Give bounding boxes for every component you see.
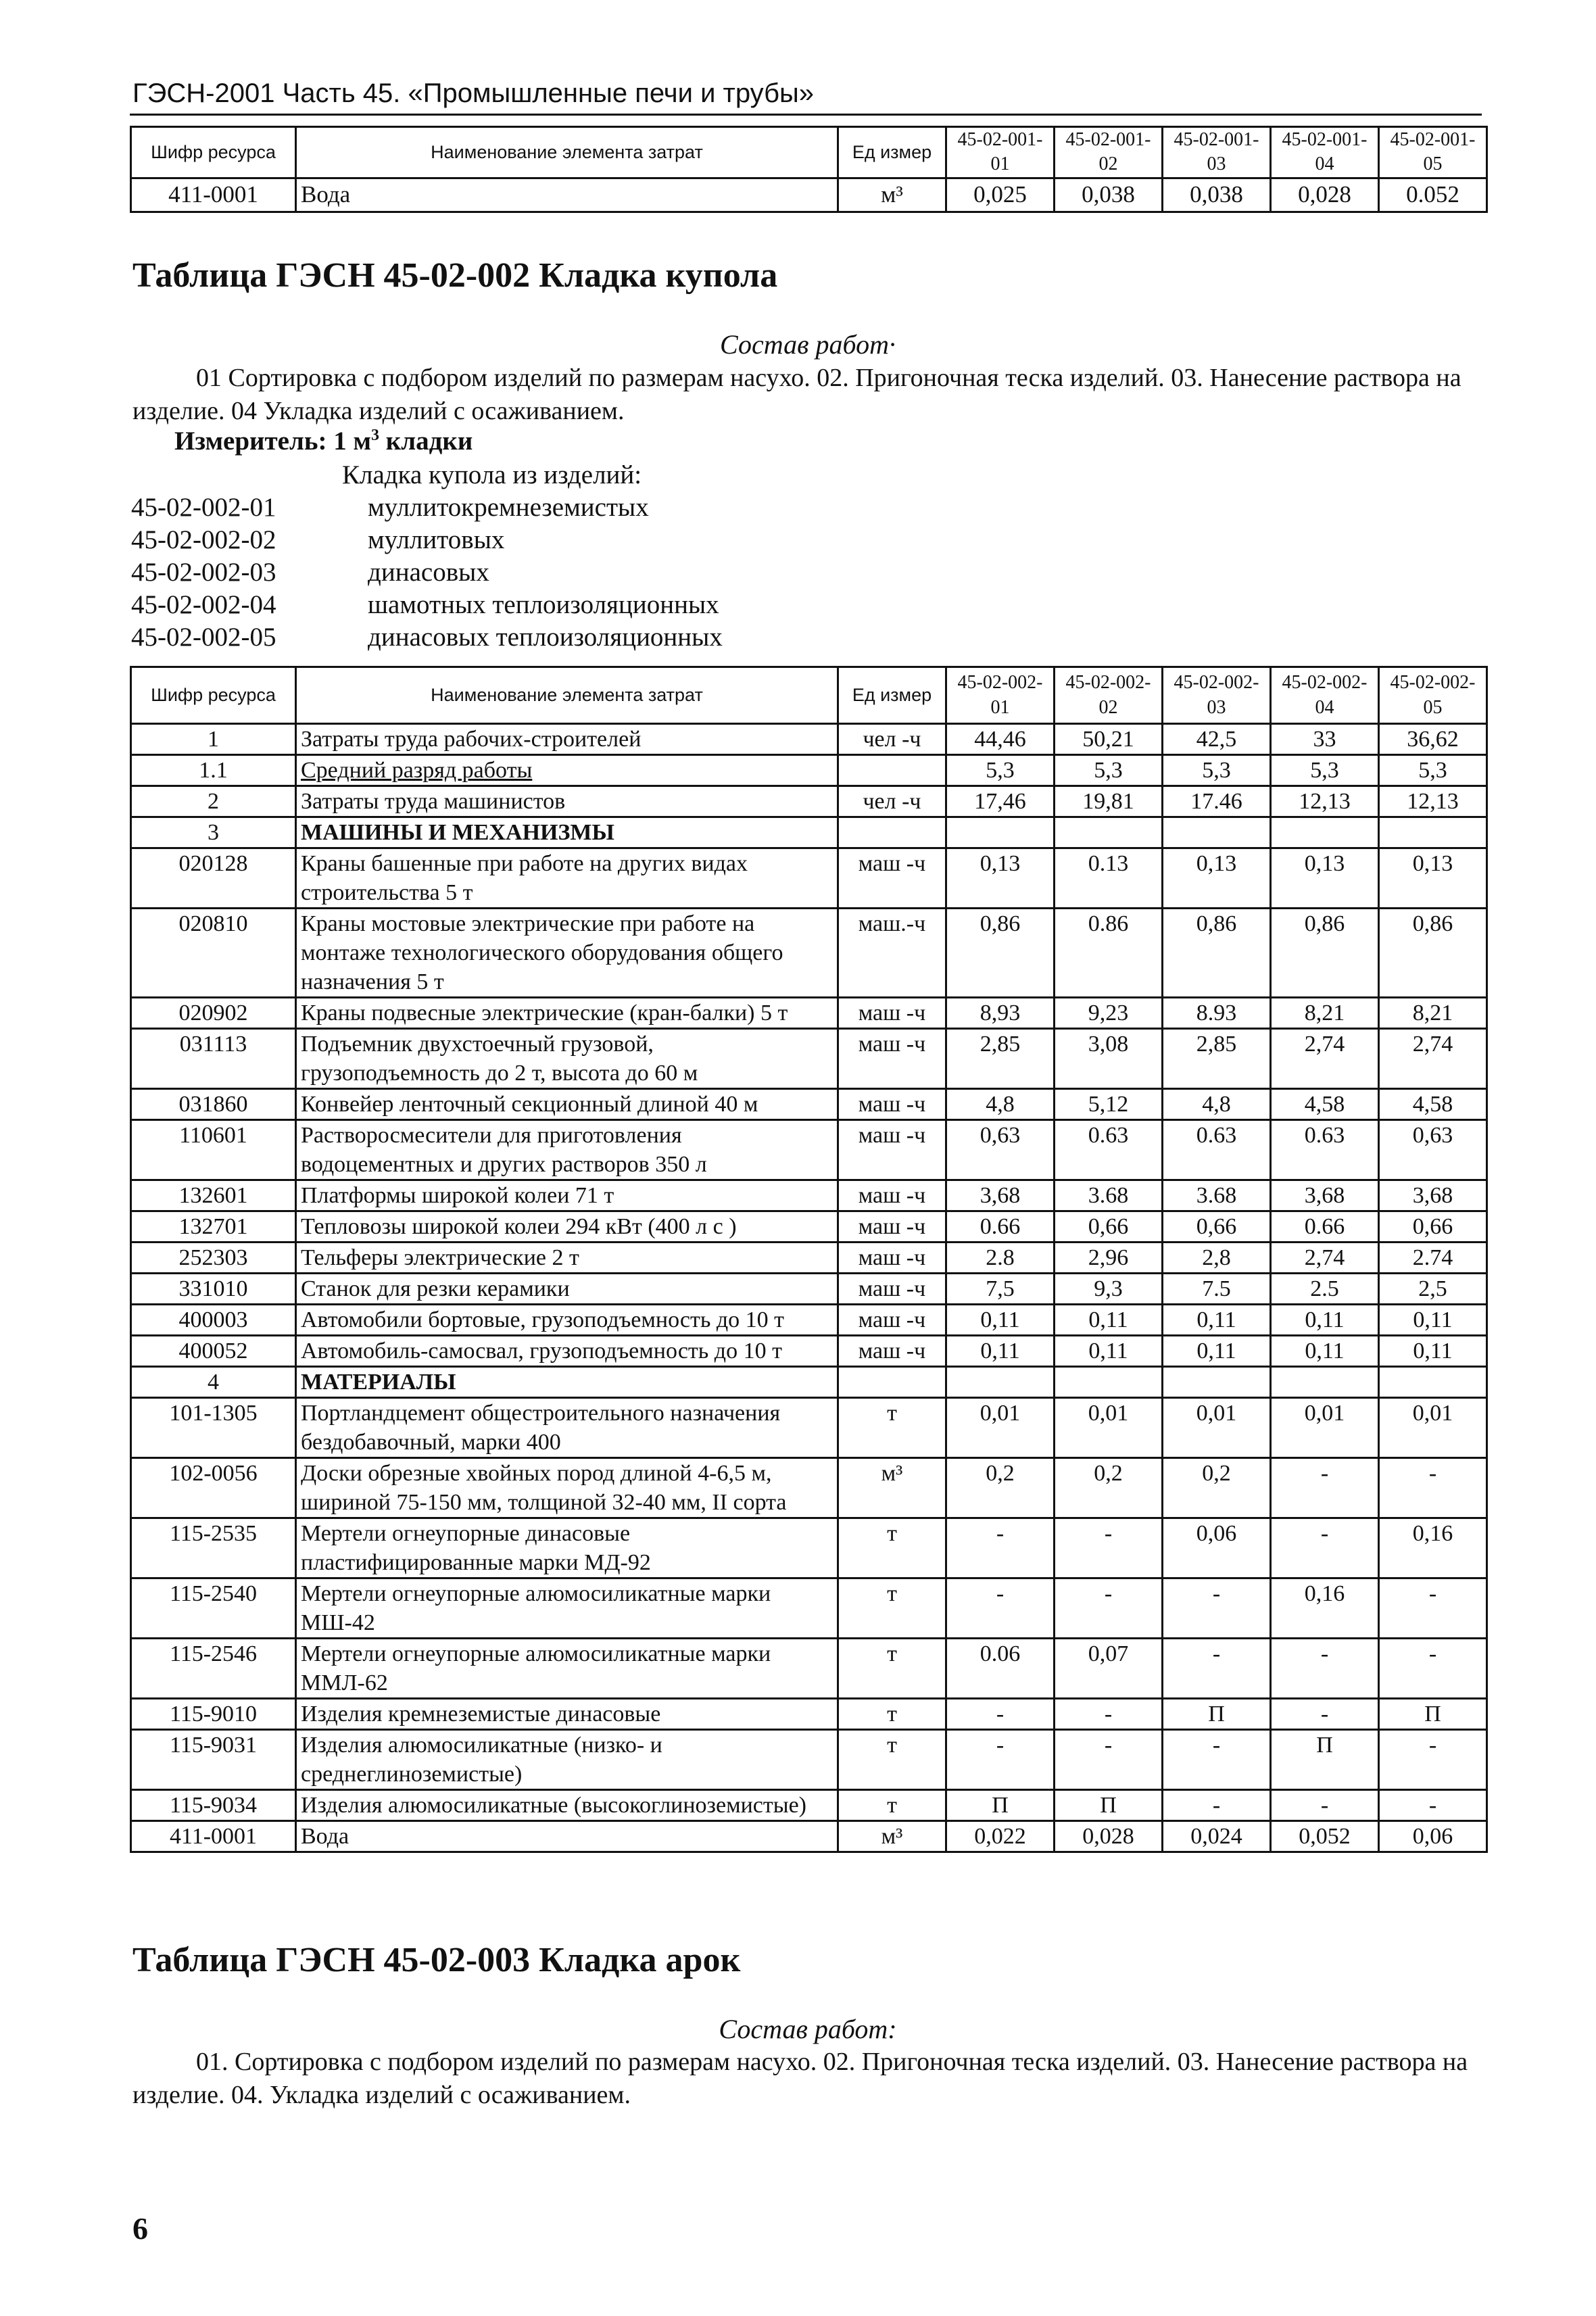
value-cell: 2,74	[1271, 1243, 1379, 1274]
resource-name: Автомобили бортовые, грузоподъемность до 10 т	[296, 1305, 838, 1336]
value-cell: П	[1055, 1790, 1163, 1821]
table-row	[131, 1029, 1487, 1089]
value-cell: 5,3	[1271, 755, 1379, 786]
resource-unit: маш -ч	[838, 1029, 946, 1089]
variants-intro: Кладка купола из изделий:	[342, 460, 642, 489]
resource-name: Мертели огнеупорные алюмосиликатные марки ММЛ-62	[296, 1639, 838, 1699]
value-cell: 0.06	[946, 1639, 1055, 1699]
value-cell: 0.86	[1055, 909, 1163, 998]
value-cell: -	[1379, 1458, 1487, 1518]
resource-name: Подъемник двухстоечный грузовой, грузоподъемность до 2 т, высота до 60 м	[296, 1029, 838, 1089]
table-row	[131, 909, 1487, 998]
value-cell: 0,022	[946, 1821, 1055, 1852]
table-row	[131, 848, 1487, 909]
resource-code: 020128	[131, 848, 296, 909]
resource-code: 132701	[131, 1211, 296, 1243]
value-cell: -	[1379, 1730, 1487, 1790]
resource-code: 115-9031	[131, 1730, 296, 1790]
resource-unit	[838, 755, 946, 786]
value-cell: 0,07	[1055, 1639, 1163, 1699]
table-row	[131, 1398, 1487, 1458]
header-variant: 45-02-001-03	[1163, 127, 1271, 178]
resource-code: 115-9010	[131, 1699, 296, 1730]
value-cell: -	[1379, 1639, 1487, 1699]
resource-name: Конвейер ленточный секционный длиной 40 м	[296, 1089, 838, 1120]
table-row	[131, 755, 1487, 786]
resource-unit: маш -ч	[838, 1120, 946, 1180]
value-cell: 9,3	[1055, 1274, 1163, 1305]
header-variant: 45-02-002-02	[1055, 667, 1163, 724]
value-cell: 0.63	[1055, 1120, 1163, 1180]
value-cell: 0,11	[1379, 1336, 1487, 1367]
header-name: Наименование элемента затрат	[296, 127, 838, 178]
value-cell: 0,63	[1379, 1120, 1487, 1180]
resource-name: Краны башенные при работе на других видах строительства 5 т	[296, 848, 838, 909]
resource-unit: маш.-ч	[838, 909, 946, 998]
table-row	[131, 1336, 1487, 1367]
value-cell: 4,58	[1271, 1089, 1379, 1120]
resource-name: Затраты труда машинистов	[296, 786, 838, 817]
table-row	[131, 1699, 1487, 1730]
value-cell: 4,58	[1379, 1089, 1487, 1120]
resource-name: Краны мостовые электрические при работе на монтаже технологического оборудования общего назначения 5 т	[296, 909, 838, 998]
value-cell	[1379, 817, 1487, 848]
value-cell: 2.8	[946, 1243, 1055, 1274]
value-cell: 0,13	[1271, 848, 1379, 909]
table-row	[131, 786, 1487, 817]
value-cell: 0,01	[1379, 1398, 1487, 1458]
header-unit: Ед измер	[838, 127, 946, 178]
value-cell	[946, 817, 1055, 848]
resource-name: Платформы широкой колеи 71 т	[296, 1180, 838, 1211]
measure-unit: Измеритель: 1 $м^3$ кладки	[174, 427, 473, 456]
value-cell: 3,08	[1055, 1029, 1163, 1089]
value-cell: 2,85	[1163, 1029, 1271, 1089]
value-cell: 0,13	[1163, 848, 1271, 909]
resource-name: Станок для резки керамики	[296, 1274, 838, 1305]
resource-name: Средний разряд работы	[296, 755, 838, 786]
resource-name: Затраты труда рабочих-строителей	[296, 724, 838, 755]
value-cell	[1271, 817, 1379, 848]
resource-code: 3	[131, 817, 296, 848]
resource-unit: маш -ч	[838, 1089, 946, 1120]
header-unit: Ед измер	[838, 667, 946, 724]
resource-code: 411-0001	[131, 178, 296, 212]
table-row	[131, 1639, 1487, 1699]
resource-code: 020902	[131, 998, 296, 1029]
table-row	[131, 1274, 1487, 1305]
value-cell: П	[1379, 1699, 1487, 1730]
section-title-003: Таблица ГЭСН 45-02-003 Кладка арок	[132, 1941, 741, 1979]
value-cell: 2.5	[1271, 1274, 1379, 1305]
value-cell: 3,68	[946, 1180, 1055, 1211]
value-cell: 8.93	[1163, 998, 1271, 1029]
table-row	[131, 1305, 1487, 1336]
value-cell: 42,5	[1163, 724, 1271, 755]
value-cell: 0,11	[1163, 1305, 1271, 1336]
value-cell: 8,21	[1271, 998, 1379, 1029]
value-cell: 12,13	[1271, 786, 1379, 817]
resource-unit: маш -ч	[838, 998, 946, 1029]
resource-code: 400003	[131, 1305, 296, 1336]
table-row	[131, 1367, 1487, 1398]
resource-code: 132601	[131, 1180, 296, 1211]
value-cell: 5,12	[1055, 1089, 1163, 1120]
resource-unit: т	[838, 1398, 946, 1458]
value-cell: 8,93	[946, 998, 1055, 1029]
measure-label: Измеритель:	[174, 427, 327, 456]
resource-code: 2	[131, 786, 296, 817]
work-composition-text: 01 Сортировка с подбором изделий по размерам насухо. 02. Пригоночная теска изделий. 03. Нанесение раствора на изделие. 04 Укладка изделий с осаживанием.	[132, 364, 1461, 425]
resource-unit: чел -ч	[838, 724, 946, 755]
table-row	[131, 1180, 1487, 1211]
value-cell: 0,06	[1163, 1518, 1271, 1578]
resource-code: 020810	[131, 909, 296, 998]
value-cell: 0,16	[1379, 1518, 1487, 1578]
value-cell: 0,16	[1271, 1578, 1379, 1639]
value-cell: 3,68	[1379, 1180, 1487, 1211]
table-row	[131, 1821, 1487, 1852]
value-cell: 4,8	[1163, 1089, 1271, 1120]
header-variant: 45-02-001-04	[1271, 127, 1379, 178]
value-cell: 0,66	[1379, 1211, 1487, 1243]
resource-name: Вода	[296, 1821, 838, 1852]
value-cell: 4,8	[946, 1089, 1055, 1120]
value-cell: 0.63	[1163, 1120, 1271, 1180]
section-title-002: Таблица ГЭСН 45-02-002 Кладка купола	[132, 256, 778, 295]
value-cell: 8,21	[1379, 998, 1487, 1029]
resource-name: Растворосмесители для приготовления водоцементных и других растворов 350 л	[296, 1120, 838, 1180]
table-row	[131, 1211, 1487, 1243]
value-cell	[1055, 1367, 1163, 1398]
value-cell: 3.68	[1055, 1180, 1163, 1211]
header-variant: 45-02-002-04	[1271, 667, 1379, 724]
value-cell: 0.66	[946, 1211, 1055, 1243]
resource-code: 400052	[131, 1336, 296, 1367]
resource-code: 411-0001	[131, 1821, 296, 1852]
resource-unit: маш -ч	[838, 1180, 946, 1211]
value-cell: -	[1271, 1518, 1379, 1578]
value-cell: П	[946, 1790, 1055, 1821]
previous-table	[130, 126, 1488, 213]
resource-code: 031113	[131, 1029, 296, 1089]
table-row	[131, 724, 1487, 755]
header-variant: 45-02-002-01	[946, 667, 1055, 724]
resource-unit: т	[838, 1790, 946, 1821]
value-cell: 0,86	[1379, 909, 1487, 998]
resource-unit: маш -ч	[838, 1243, 946, 1274]
resource-name: Изделия алюмосиликатные (высокоглиноземистые)	[296, 1790, 838, 1821]
value-cell: -	[1271, 1699, 1379, 1730]
value-cell: 0,038	[1055, 178, 1163, 212]
value-cell: -	[1163, 1790, 1271, 1821]
resource-name: Изделия кремнеземистые динасовые	[296, 1699, 838, 1730]
value-cell: 2,74	[1271, 1029, 1379, 1089]
value-cell: -	[1271, 1790, 1379, 1821]
resource-name: Портландцемент общестроительного назначения бездобавочный, марки 400	[296, 1398, 838, 1458]
value-cell: 0,11	[946, 1336, 1055, 1367]
resource-unit: маш -ч	[838, 1336, 946, 1367]
value-cell: 7.5	[1163, 1274, 1271, 1305]
resource-name: МАТЕРИАЛЫ	[296, 1367, 838, 1398]
value-cell: -	[1271, 1458, 1379, 1518]
resource-code: 115-9034	[131, 1790, 296, 1821]
page-number: 6	[132, 2211, 148, 2246]
value-cell: 3.68	[1163, 1180, 1271, 1211]
resource-code: 115-2546	[131, 1639, 296, 1699]
value-cell: П	[1271, 1730, 1379, 1790]
resource-unit: м³	[838, 178, 946, 212]
header-name: Наименование элемента затрат	[296, 667, 838, 724]
value-cell: 3,68	[1271, 1180, 1379, 1211]
value-cell: 5,3	[1163, 755, 1271, 786]
value-cell	[1379, 1367, 1487, 1398]
value-cell: 5,3	[946, 755, 1055, 786]
resource-unit: т	[838, 1639, 946, 1699]
resource-code: 331010	[131, 1274, 296, 1305]
value-cell: 0,038	[1163, 178, 1271, 212]
value-cell: -	[1163, 1578, 1271, 1639]
resource-unit	[838, 817, 946, 848]
value-cell: -	[946, 1578, 1055, 1639]
table-row	[131, 1458, 1487, 1518]
value-cell: -	[1379, 1790, 1487, 1821]
table-row	[131, 1518, 1487, 1578]
resource-code: 115-2535	[131, 1518, 296, 1578]
resource-unit: т	[838, 1578, 946, 1639]
value-cell: -	[1055, 1578, 1163, 1639]
value-cell: 36,62	[1379, 724, 1487, 755]
value-cell: 2,8	[1163, 1243, 1271, 1274]
value-cell: 33	[1271, 724, 1379, 755]
resource-name: Мертели огнеупорные алюмосиликатные марки МШ-42	[296, 1578, 838, 1639]
value-cell	[1163, 817, 1271, 848]
value-cell: 0,13	[946, 848, 1055, 909]
value-cell: 0,2	[946, 1458, 1055, 1518]
table-row	[131, 1243, 1487, 1274]
value-cell: 12,13	[1379, 786, 1487, 817]
header-code: Шифр ресурса	[131, 127, 296, 178]
value-cell: 2,74	[1379, 1029, 1487, 1089]
value-cell	[1055, 817, 1163, 848]
resource-name: Доски обрезные хвойных пород длиной 4-6,5 м, шириной 75-150 мм, толщиной 32-40 мм, II сорта	[296, 1458, 838, 1518]
value-cell: -	[946, 1518, 1055, 1578]
value-cell	[946, 1367, 1055, 1398]
header-variant: 45-02-001-01	[946, 127, 1055, 178]
resource-table-body	[131, 724, 1487, 1852]
resource-name: Вода	[296, 178, 838, 212]
value-cell: 0,11	[1271, 1336, 1379, 1367]
value-cell: 0,66	[1163, 1211, 1271, 1243]
value-cell: -	[1055, 1699, 1163, 1730]
work-composition-heading: Состав работ·	[720, 329, 896, 360]
resource-name: МАШИНЫ И МЕХАНИЗМЫ	[296, 817, 838, 848]
value-cell: 2,85	[946, 1029, 1055, 1089]
value-cell: 0,11	[1163, 1336, 1271, 1367]
value-cell: 2,96	[1055, 1243, 1163, 1274]
resource-unit: т	[838, 1699, 946, 1730]
value-cell: -	[946, 1699, 1055, 1730]
value-cell: 0.66	[1271, 1211, 1379, 1243]
resource-code: 1	[131, 724, 296, 755]
resource-table	[130, 666, 1488, 1853]
value-cell: 0,11	[1055, 1305, 1163, 1336]
resource-unit	[838, 1367, 946, 1398]
value-cell: 9,23	[1055, 998, 1163, 1029]
table-header-row	[131, 667, 1487, 724]
running-title: ГЭСН-2001 Часть 45. «Промышленные печи и трубы»	[132, 78, 815, 108]
value-cell: 0,11	[946, 1305, 1055, 1336]
value-cell	[1271, 1367, 1379, 1398]
resource-name: Тельферы электрические 2 т	[296, 1243, 838, 1274]
table-row	[131, 1730, 1487, 1790]
resource-code: 252303	[131, 1243, 296, 1274]
resource-unit: м³	[838, 1458, 946, 1518]
table-row	[131, 178, 1487, 212]
resource-name: Изделия алюмосиликатные (низко- и среднеглиноземистые)	[296, 1730, 838, 1790]
header-variant: 45-02-001-02	[1055, 127, 1163, 178]
measure-value: 1 м	[333, 427, 372, 456]
resource-unit: маш -ч	[838, 1211, 946, 1243]
table-header-row	[131, 127, 1487, 178]
resource-unit: т	[838, 1518, 946, 1578]
value-cell: 0,052	[1271, 1821, 1379, 1852]
table-row	[131, 998, 1487, 1029]
table-row	[131, 1089, 1487, 1120]
value-cell: 0,028	[1271, 178, 1379, 212]
value-cell: 2.74	[1379, 1243, 1487, 1274]
value-cell: 0.13	[1055, 848, 1163, 909]
value-cell: 17.46	[1163, 786, 1271, 817]
document-page: ГЭСН-2001 Часть 45. «Промышленные печи и трубы» Шифр ресурса Наименование элемента затрат Ед измер 45-02-001-01 45-02-001-02 45-02-001-03 45-02-001-04 45-02-001-05 411-0001 Вода м³ 0,025 0,038 0,038 0,028 0.052 Таблица ГЭСН 45-02-002 Кладка купола Состав работ· 01 Сортировка с подбором изделий по размерам насухо. 02. Пригоночная теска изделий. 03. Нанесение раствора на изделие. 04 Укладка изделий с осаживанием. Измеритель: 1 $м^3$ кладки Кладка купола из изделий: 45-02-002-01 муллитокремнеземистых 45-02-002-02 муллитовых 45-02-002-03 динасовых 45-02-002-04 шамотных теплоизоляционных 45-02-002-05 динасовых теплоизоляционных Шифр ресурса Наименование элемента затрат Ед измер 45-02-002-01 45-02-002-02 45-02-002-03 45-02-002-04 45-02-002-05 1 Затраты труда рабочих-строителей чел -ч 44,46 50,21 42,5 33 36,62 1.1 Средний разряд работы 5,3 5,3 5,3 5,3 5,3 2 Затраты труда машинистов чел -ч 17,46 19,81 17.46 12,13 12,13 3 МАШИНЫ И МЕХАНИЗМЫ 020128 Краны башенные при работе на других видах строительства 5 т маш -ч 0,13 0.13 0,13 0,13 0,13 020810 Краны мостовые электрические при работе на монтаже технологического оборудования общего назначения 5 т маш.-ч 0,86 0.86 0,86 0,86 0,86 020902 Краны подвесные электрические (кран-балки) 5 т маш -ч 8,93 9,23 8.93 8,21 8,21 031113 Подъемник двухстоечный грузовой, грузоподъемность до 2 т, высота до 60 м маш -ч 2,85 3,08 2,85 2,74 2,74 031860 Конвейер ленточный секционный длиной 40 м маш -ч 4,8 5,12 4,8 4,58 4,58 110601 Растворосмесители для приготовления водоцементных и других растворов 350 л маш -ч 0,63 0.63 0.63 0.63 0,63 132601 Платформы широкой колеи 71 т маш -ч 3,68 3.68 3.68 3,68 3,68 132701 Тепловозы широкой колеи 294 кВт (400 л с ) маш -ч 0.66 0,66 0,66 0.66 0,66 252303 Тельферы электрические 2 т маш -ч 2.8 2,96 2,8 2,74 2.74 331010 Станок для резки керамики маш -ч 7,5 9,3 7.5 2.5 2,5 400003 Автомобили бортовые, грузоподъемность до 10 т маш -ч 0,11 0,11 0,11 0,11 0,11 400052 Автомобиль-самосвал, грузоподъемность до 10 т маш -ч 0,11 0,11 0,11 0,11 0,11 4 МАТЕРИАЛЫ 101-1305 Портландцемент общестроительного назначения бездобавочный, марки 400 т 0,01 0,01 0,01 0,01 0,01 102-0056 Доски обрезные хвойных пород длиной 4-6,5 м, шириной 75-150 мм, толщиной 32-40 мм, II сорта м³ 0,2 0,2 0,2 - - 115-2535 Мертели огнеупорные динасовые пластифицированные марки МД-92 т - - 0,06 - 0,16 115-2540 Мертели огнеупорные алюмосиликатные марки МШ-42 т - - - 0,16 - 115-2546 Мертели огнеупорные алюмосиликатные марки ММЛ-62 т 0.06 0,07 - - - 115-9010 Изделия кремнеземистые динасовые т - - П - П 115-9031 Изделия алюмосиликатные (низко- и среднеглиноземистые) т - - - П - 115-9034 Изделия алюмосиликатные (высокоглиноземистые) т П П - - - 411-0001 Вода м³ 0,022 0,028 0,024 0,052 0,06 Таблица ГЭСН 45-02-003 Кладка арок Состав работ: 01. Сортировка с подбором изделий по размерам насухо. 02. Пригоночная теска изделий. 03. Нанесение раствора на изделие. 04. Укладка изделий с осаживанием. 6	[0, 0, 1596, 2316]
resource-unit: маш -ч	[838, 1274, 946, 1305]
table-row	[131, 817, 1487, 848]
resource-code: 4	[131, 1367, 296, 1398]
value-cell: -	[1379, 1578, 1487, 1639]
table-row	[131, 1578, 1487, 1639]
value-cell: 5,3	[1055, 755, 1163, 786]
resource-unit: маш -ч	[838, 848, 946, 909]
table-row	[131, 1120, 1487, 1180]
header-rule	[130, 114, 1482, 116]
value-cell: 0,01	[1055, 1398, 1163, 1458]
value-cell: 0,06	[1379, 1821, 1487, 1852]
resource-code: 1.1	[131, 755, 296, 786]
value-cell: 0,66	[1055, 1211, 1163, 1243]
value-cell: 5,3	[1379, 755, 1487, 786]
resource-name: Тепловозы широкой колеи 294 кВт (400 л с )	[296, 1211, 838, 1243]
value-cell: 0,01	[1271, 1398, 1379, 1458]
value-cell: 0,86	[1163, 909, 1271, 998]
value-cell: 0.63	[1271, 1120, 1379, 1180]
value-cell: 0,025	[946, 178, 1055, 212]
value-cell: 44,46	[946, 724, 1055, 755]
resource-code: 101-1305	[131, 1398, 296, 1458]
value-cell: 0,86	[1271, 909, 1379, 998]
work-composition-heading: Состав работ:	[719, 2014, 897, 2044]
value-cell: 0,86	[946, 909, 1055, 998]
value-cell: 0,028	[1055, 1821, 1163, 1852]
resource-unit: м³	[838, 1821, 946, 1852]
header-code: Шифр ресурса	[131, 667, 296, 724]
resource-name: Автомобиль-самосвал, грузоподъемность до 10 т	[296, 1336, 838, 1367]
resource-unit: чел -ч	[838, 786, 946, 817]
value-cell: 17,46	[946, 786, 1055, 817]
resource-name: Краны подвесные электрические (кран-балки) 5 т	[296, 998, 838, 1029]
value-cell: -	[1055, 1518, 1163, 1578]
value-cell	[1163, 1367, 1271, 1398]
value-cell: 0.052	[1379, 178, 1487, 212]
header-variant: 45-02-002-05	[1379, 667, 1487, 724]
resource-unit: маш -ч	[838, 1305, 946, 1336]
value-cell: -	[1163, 1730, 1271, 1790]
work-composition-text: 01. Сортировка с подбором изделий по размерам насухо. 02. Пригоночная теска изделий. 03. Нанесение раствора на изделие. 04. Укладка изделий с осаживанием.	[132, 2048, 1468, 2109]
value-cell: П	[1163, 1699, 1271, 1730]
value-cell: 0,11	[1379, 1305, 1487, 1336]
value-cell: 50,21	[1055, 724, 1163, 755]
value-cell: 0,11	[1271, 1305, 1379, 1336]
value-cell: 0,63	[946, 1120, 1055, 1180]
resource-code: 102-0056	[131, 1458, 296, 1518]
value-cell: 0,11	[1055, 1336, 1163, 1367]
value-cell: 19,81	[1055, 786, 1163, 817]
value-cell: 0,01	[1163, 1398, 1271, 1458]
table-row	[131, 1790, 1487, 1821]
value-cell: 0,2	[1163, 1458, 1271, 1518]
value-cell: 7,5	[946, 1274, 1055, 1305]
resource-code: 115-2540	[131, 1578, 296, 1639]
measure-object: кладки	[385, 427, 473, 456]
value-cell: 0,13	[1379, 848, 1487, 909]
value-cell: 0,024	[1163, 1821, 1271, 1852]
resource-code: 031860	[131, 1089, 296, 1120]
value-cell: -	[946, 1730, 1055, 1790]
value-cell: -	[1163, 1639, 1271, 1699]
value-cell: -	[1055, 1730, 1163, 1790]
header-variant: 45-02-001-05	[1379, 127, 1487, 178]
resource-name: Мертели огнеупорные динасовые пластифицированные марки МД-92	[296, 1518, 838, 1578]
value-cell: -	[1271, 1639, 1379, 1699]
resource-code: 110601	[131, 1120, 296, 1180]
value-cell: 2,5	[1379, 1274, 1487, 1305]
value-cell: 0,01	[946, 1398, 1055, 1458]
header-variant: 45-02-002-03	[1163, 667, 1271, 724]
value-cell: 0,2	[1055, 1458, 1163, 1518]
resource-unit: т	[838, 1730, 946, 1790]
